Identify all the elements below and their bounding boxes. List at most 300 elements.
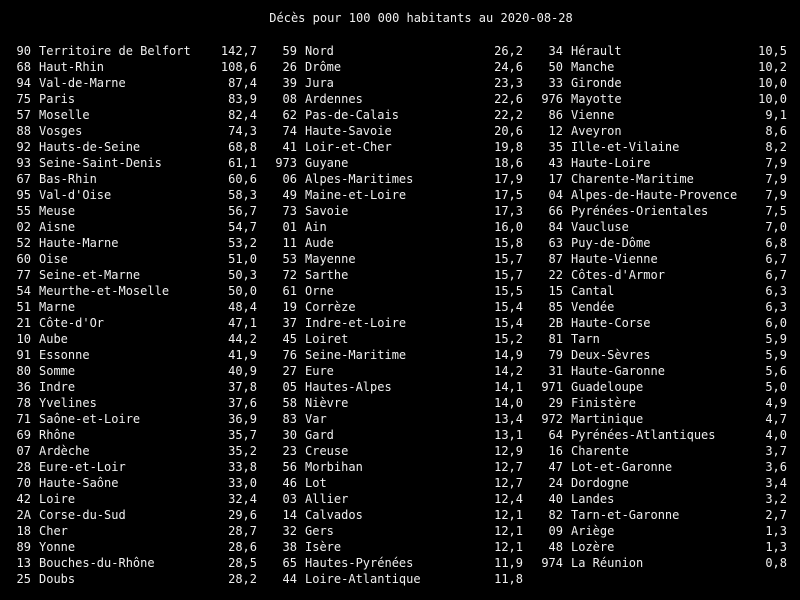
death-rate-value: 22,2	[494, 108, 523, 122]
department-name: Ardennes	[305, 92, 363, 106]
department-name: Maine-et-Loire	[305, 188, 407, 202]
department-code: 60	[16, 252, 31, 266]
department-name: Tarn-et-Garonne	[571, 508, 680, 522]
department-name: Var	[305, 412, 327, 426]
death-rate-value: 10,5	[758, 44, 787, 58]
department-code: 59	[282, 44, 297, 58]
department-name: Vaucluse	[571, 220, 629, 234]
department-name: Pyrénées-Atlantiques	[571, 428, 716, 442]
death-rate-value: 87,4	[228, 76, 257, 90]
department-name: Jura	[305, 76, 334, 90]
department-code: 29	[548, 396, 563, 410]
death-rate-value: 3,6	[765, 460, 787, 474]
department-name: Nord	[305, 44, 334, 58]
death-rate-value: 3,2	[765, 492, 787, 506]
department-name: Landes	[571, 492, 615, 506]
department-code: 17	[548, 172, 563, 186]
department-code: 13	[16, 556, 31, 570]
death-rate-value: 50,3	[228, 268, 257, 282]
death-rate-value: 17,3	[494, 204, 523, 218]
death-rate-value: 6,7	[765, 252, 787, 266]
death-rate-value: 9,1	[765, 108, 787, 122]
death-rate-value: 33,8	[228, 460, 257, 474]
death-rate-value: 47,1	[228, 316, 257, 330]
death-rate-value: 24,6	[494, 60, 523, 74]
death-rate-value: 14,0	[494, 396, 523, 410]
department-code: 83	[282, 412, 297, 426]
department-name: Alpes-Maritimes	[305, 172, 414, 186]
death-rate-value: 36,9	[228, 412, 257, 426]
department-name: Guyane	[305, 156, 349, 170]
department-code: 79	[548, 348, 563, 362]
department-name: Nièvre	[305, 396, 349, 410]
department-code: 30	[282, 428, 297, 442]
department-name: Haute-Vienne	[571, 252, 658, 266]
department-name: Aisne	[39, 220, 76, 234]
department-name: Indre-et-Loire	[305, 316, 407, 330]
department-code: 75	[16, 92, 31, 106]
department-name: Haut-Rhin	[39, 60, 105, 74]
department-code: 74	[282, 124, 297, 138]
department-name: Cher	[39, 524, 68, 538]
department-code: 94	[16, 76, 31, 90]
department-name: Drôme	[305, 60, 342, 74]
department-code: 02	[16, 220, 31, 234]
death-rate-value: 50,0	[228, 284, 257, 298]
death-rate-value: 11,9	[494, 556, 523, 570]
death-rate-value: 44,2	[228, 332, 257, 346]
department-code: 38	[282, 540, 297, 554]
department-code: 32	[282, 524, 297, 538]
department-name: Indre	[39, 380, 76, 394]
department-name: Loir-et-Cher	[305, 140, 392, 154]
death-rate-value: 12,9	[494, 444, 523, 458]
death-rate-value: 7,9	[765, 172, 787, 186]
department-code: 84	[548, 220, 563, 234]
department-code: 50	[548, 60, 563, 74]
department-code: 66	[548, 204, 563, 218]
department-code: 82	[548, 508, 563, 522]
department-code: 81	[548, 332, 563, 346]
department-name: Charente	[571, 444, 629, 458]
death-rate-value: 10,0	[758, 92, 787, 106]
department-code: 47	[548, 460, 563, 474]
department-name: Aube	[39, 332, 68, 346]
department-code: 90	[16, 44, 31, 58]
department-code: 16	[548, 444, 563, 458]
department-name: Moselle	[39, 108, 90, 122]
death-rate-value: 48,4	[228, 300, 257, 314]
department-name: Loiret	[305, 332, 349, 346]
department-name: Yonne	[39, 540, 76, 554]
department-name: Ille-et-Vilaine	[571, 140, 680, 154]
death-rate-value: 16,0	[494, 220, 523, 234]
department-name: Haute-Saône	[39, 476, 119, 490]
department-name: Lot-et-Garonne	[571, 460, 673, 474]
department-code: 39	[282, 76, 297, 90]
department-code: 03	[282, 492, 297, 506]
death-rate-value: 51,0	[228, 252, 257, 266]
department-name: Haute-Savoie	[305, 124, 392, 138]
department-name: Manche	[571, 60, 615, 74]
department-name: Charente-Maritime	[571, 172, 694, 186]
death-rate-value: 41,9	[228, 348, 257, 362]
death-rate-value: 10,0	[758, 76, 787, 90]
department-name: Val-de-Marne	[39, 76, 126, 90]
department-name: Eure	[305, 364, 334, 378]
department-code: 58	[282, 396, 297, 410]
department-name: Seine-et-Marne	[39, 268, 141, 282]
department-name: Vosges	[39, 124, 83, 138]
death-rate-value: 61,1	[228, 156, 257, 170]
department-code: 70	[16, 476, 31, 490]
department-code: 76	[282, 348, 297, 362]
department-name: Meuse	[39, 204, 76, 218]
department-name: Territoire de Belfort	[39, 44, 191, 58]
department-code: 85	[548, 300, 563, 314]
death-rate-value: 28,2	[228, 572, 257, 586]
department-name: La Réunion	[571, 556, 644, 570]
death-rate-value: 10,2	[758, 60, 787, 74]
department-name: Cantal	[571, 284, 615, 298]
department-name: Gard	[305, 428, 334, 442]
department-code: 25	[16, 572, 31, 586]
death-rate-value: 58,3	[228, 188, 257, 202]
department-code: 06	[282, 172, 297, 186]
department-code: 972	[541, 412, 563, 426]
department-name: Martinique	[571, 412, 644, 426]
death-rate-value: 54,7	[228, 220, 257, 234]
department-name: Gironde	[571, 76, 622, 90]
department-code: 61	[282, 284, 297, 298]
department-code: 57	[16, 108, 31, 122]
department-code: 43	[548, 156, 563, 170]
department-code: 04	[548, 188, 563, 202]
death-rate-value: 26,2	[494, 44, 523, 58]
department-code: 51	[16, 300, 31, 314]
death-rate-value: 68,8	[228, 140, 257, 154]
death-rate-value: 7,5	[765, 204, 787, 218]
department-code: 34	[548, 44, 563, 58]
death-rate-value: 35,7	[228, 428, 257, 442]
death-rate-value: 37,6	[228, 396, 257, 410]
department-code: 11	[282, 236, 297, 250]
department-name: Pyrénées-Orientales	[571, 204, 709, 218]
department-name: Aveyron	[571, 124, 622, 138]
department-name: Mayotte	[571, 92, 622, 106]
department-code: 73	[282, 204, 297, 218]
department-name: Hérault	[571, 44, 622, 58]
department-code: 46	[282, 476, 297, 490]
department-name: Corse-du-Sud	[39, 508, 126, 522]
department-name: Haute-Loire	[571, 156, 651, 170]
department-name: Seine-Maritime	[305, 348, 407, 362]
department-code: 26	[282, 60, 297, 74]
death-rate-value: 14,1	[494, 380, 523, 394]
department-code: 24	[548, 476, 563, 490]
department-name: Deux-Sèvres	[571, 348, 651, 362]
death-rate-value: 11,8	[494, 572, 523, 586]
department-code: 973	[275, 156, 297, 170]
department-name: Saône-et-Loire	[39, 412, 141, 426]
department-code: 976	[541, 92, 563, 106]
death-rate-value: 15,8	[494, 236, 523, 250]
department-name: Essonne	[39, 348, 90, 362]
death-rate-value: 29,6	[228, 508, 257, 522]
department-name: Allier	[305, 492, 349, 506]
death-rate-value: 1,3	[765, 524, 787, 538]
department-code: 40	[548, 492, 563, 506]
department-code: 08	[282, 92, 297, 106]
death-rate-value: 12,7	[494, 460, 523, 474]
department-name: Calvados	[305, 508, 363, 522]
death-rate-value: 17,9	[494, 172, 523, 186]
death-rate-value: 12,7	[494, 476, 523, 490]
department-name: Guadeloupe	[571, 380, 644, 394]
death-rate-value: 6,3	[765, 284, 787, 298]
department-name: Creuse	[305, 444, 349, 458]
death-rate-value: 5,9	[765, 332, 787, 346]
death-rate-value: 5,0	[765, 380, 787, 394]
department-code: 15	[548, 284, 563, 298]
death-rate-value: 28,7	[228, 524, 257, 538]
department-code: 971	[541, 380, 563, 394]
department-name: Vendée	[571, 300, 615, 314]
death-rate-value: 12,1	[494, 508, 523, 522]
department-name: Marne	[39, 300, 76, 314]
department-name: Ariège	[571, 524, 615, 538]
department-code: 71	[16, 412, 31, 426]
department-name: Aude	[305, 236, 334, 250]
department-code: 49	[282, 188, 297, 202]
department-code: 55	[16, 204, 31, 218]
department-name: Côte-d'Or	[39, 316, 105, 330]
death-rate-value: 83,9	[228, 92, 257, 106]
death-rate-value: 6,3	[765, 300, 787, 314]
department-name: Rhône	[39, 428, 76, 442]
department-code: 22	[548, 268, 563, 282]
death-rate-value: 15,4	[494, 316, 523, 330]
death-rate-value: 60,6	[228, 172, 257, 186]
department-name: Côtes-d'Armor	[571, 268, 665, 282]
department-code: 33	[548, 76, 563, 90]
department-name: Finistère	[571, 396, 637, 410]
death-rate-value: 1,3	[765, 540, 787, 554]
death-rate-value: 12,1	[494, 524, 523, 538]
death-rate-value: 4,7	[765, 412, 787, 426]
death-rate-value: 3,7	[765, 444, 787, 458]
death-rate-value: 17,5	[494, 188, 523, 202]
death-rate-value: 6,8	[765, 236, 787, 250]
department-code: 01	[282, 220, 297, 234]
department-name: Loire-Atlantique	[305, 572, 421, 586]
department-code: 36	[16, 380, 31, 394]
death-rate-value: 56,7	[228, 204, 257, 218]
death-rate-value: 7,0	[765, 220, 787, 234]
department-code: 78	[16, 396, 31, 410]
department-name: Hautes-Pyrénées	[305, 556, 414, 570]
department-name: Pas-de-Calais	[305, 108, 399, 122]
department-name: Tarn	[571, 332, 600, 346]
death-rate-value: 23,3	[494, 76, 523, 90]
department-code: 92	[16, 140, 31, 154]
department-code: 87	[548, 252, 563, 266]
department-code: 21	[16, 316, 31, 330]
department-code: 62	[282, 108, 297, 122]
death-rate-value: 35,2	[228, 444, 257, 458]
department-code: 89	[16, 540, 31, 554]
death-rate-value: 7,9	[765, 188, 787, 202]
department-code: 09	[548, 524, 563, 538]
department-code: 42	[16, 492, 31, 506]
death-rate-value: 108,6	[220, 60, 257, 74]
department-code: 28	[16, 460, 31, 474]
department-name: Gers	[305, 524, 334, 538]
death-rate-value: 3,4	[765, 476, 787, 490]
department-name: Yvelines	[39, 396, 97, 410]
department-name: Puy-de-Dôme	[571, 236, 651, 250]
department-name: Bas-Rhin	[39, 172, 97, 186]
department-name: Val-d'Oise	[39, 188, 112, 202]
death-rate-value: 15,5	[494, 284, 523, 298]
death-rate-value: 33,0	[228, 476, 257, 490]
department-code: 35	[548, 140, 563, 154]
death-rate-value: 28,5	[228, 556, 257, 570]
department-name: Isère	[305, 540, 342, 554]
death-rate-value: 12,1	[494, 540, 523, 554]
death-rate-value: 13,1	[494, 428, 523, 442]
department-code: 45	[282, 332, 297, 346]
department-name: Ain	[305, 220, 327, 234]
death-rate-value: 7,9	[765, 156, 787, 170]
department-name: Haute-Garonne	[571, 364, 665, 378]
department-code: 53	[282, 252, 297, 266]
page-title: Décès pour 100 000 habitants au 2020-08-28	[269, 11, 573, 25]
department-code: 31	[548, 364, 563, 378]
department-name: Mayenne	[305, 252, 356, 266]
death-rate-value: 142,7	[220, 44, 257, 58]
death-rate-value: 37,8	[228, 380, 257, 394]
department-name: Paris	[39, 92, 76, 106]
department-name: Orne	[305, 284, 334, 298]
department-code: 86	[548, 108, 563, 122]
department-name: Eure-et-Loir	[39, 460, 126, 474]
department-code: 23	[282, 444, 297, 458]
department-name: Ardèche	[39, 444, 90, 458]
department-code: 12	[548, 124, 563, 138]
death-rate-value: 40,9	[228, 364, 257, 378]
department-name: Savoie	[305, 204, 349, 218]
department-name: Alpes-de-Haute-Provence	[571, 188, 738, 202]
death-rate-value: 6,0	[765, 316, 787, 330]
death-rate-value: 13,4	[494, 412, 523, 426]
department-name: Haute-Marne	[39, 236, 119, 250]
death-rate-value: 15,2	[494, 332, 523, 346]
department-name: Dordogne	[571, 476, 629, 490]
department-name: Morbihan	[305, 460, 363, 474]
death-rate-value: 12,4	[494, 492, 523, 506]
department-code: 67	[16, 172, 31, 186]
death-rate-value: 74,3	[228, 124, 257, 138]
department-code: 27	[282, 364, 297, 378]
department-code: 44	[282, 572, 297, 586]
death-rate-value: 2,7	[765, 508, 787, 522]
death-rate-value: 14,2	[494, 364, 523, 378]
department-code: 80	[16, 364, 31, 378]
department-name: Lozère	[571, 540, 615, 554]
department-name: Oise	[39, 252, 68, 266]
department-code: 72	[282, 268, 297, 282]
department-name: Doubs	[39, 572, 76, 586]
department-code: 10	[16, 332, 31, 346]
department-code: 974	[541, 556, 563, 570]
department-code: 2A	[16, 508, 31, 522]
department-name: Meurthe-et-Moselle	[39, 284, 170, 298]
death-rate-value: 4,0	[765, 428, 787, 442]
department-name: Hauts-de-Seine	[39, 140, 141, 154]
death-rate-value: 5,9	[765, 348, 787, 362]
department-code: 77	[16, 268, 31, 282]
department-name: Seine-Saint-Denis	[39, 156, 162, 170]
department-code: 88	[16, 124, 31, 138]
department-code: 37	[282, 316, 297, 330]
department-name: Hautes-Alpes	[305, 380, 392, 394]
department-code: 69	[16, 428, 31, 442]
department-code: 41	[282, 140, 297, 154]
department-code: 05	[282, 380, 297, 394]
death-rate-value: 8,6	[765, 124, 787, 138]
department-name: Corrèze	[305, 300, 356, 314]
department-name: Lot	[305, 476, 327, 490]
department-code: 91	[16, 348, 31, 362]
death-rate-value: 15,7	[494, 252, 523, 266]
department-name: Haute-Corse	[571, 316, 651, 330]
death-rate-value: 15,4	[494, 300, 523, 314]
death-rate-value: 22,6	[494, 92, 523, 106]
death-rate-value: 14,9	[494, 348, 523, 362]
department-code: 19	[282, 300, 297, 314]
department-code: 95	[16, 188, 31, 202]
department-code: 18	[16, 524, 31, 538]
death-rate-value: 18,6	[494, 156, 523, 170]
death-rate-value: 6,7	[765, 268, 787, 282]
department-name: Sarthe	[305, 268, 349, 282]
death-rate-value: 19,8	[494, 140, 523, 154]
department-name: Bouches-du-Rhône	[39, 556, 155, 570]
death-rate-value: 20,6	[494, 124, 523, 138]
department-code: 52	[16, 236, 31, 250]
department-code: 14	[282, 508, 297, 522]
department-code: 07	[16, 444, 31, 458]
department-code: 63	[548, 236, 563, 250]
death-rate-value: 8,2	[765, 140, 787, 154]
department-code: 2B	[548, 316, 563, 330]
death-rate-value: 5,6	[765, 364, 787, 378]
department-name: Loire	[39, 492, 76, 506]
department-name: Somme	[39, 364, 76, 378]
department-code: 56	[282, 460, 297, 474]
department-code: 48	[548, 540, 563, 554]
department-code: 68	[16, 60, 31, 74]
death-rate-value: 32,4	[228, 492, 257, 506]
death-rate-value: 0,8	[765, 556, 787, 570]
department-code: 54	[16, 284, 31, 298]
department-code: 65	[282, 556, 297, 570]
department-code: 64	[548, 428, 563, 442]
death-rate-value: 53,2	[228, 236, 257, 250]
department-name: Vienne	[571, 108, 615, 122]
death-rate-value: 28,6	[228, 540, 257, 554]
